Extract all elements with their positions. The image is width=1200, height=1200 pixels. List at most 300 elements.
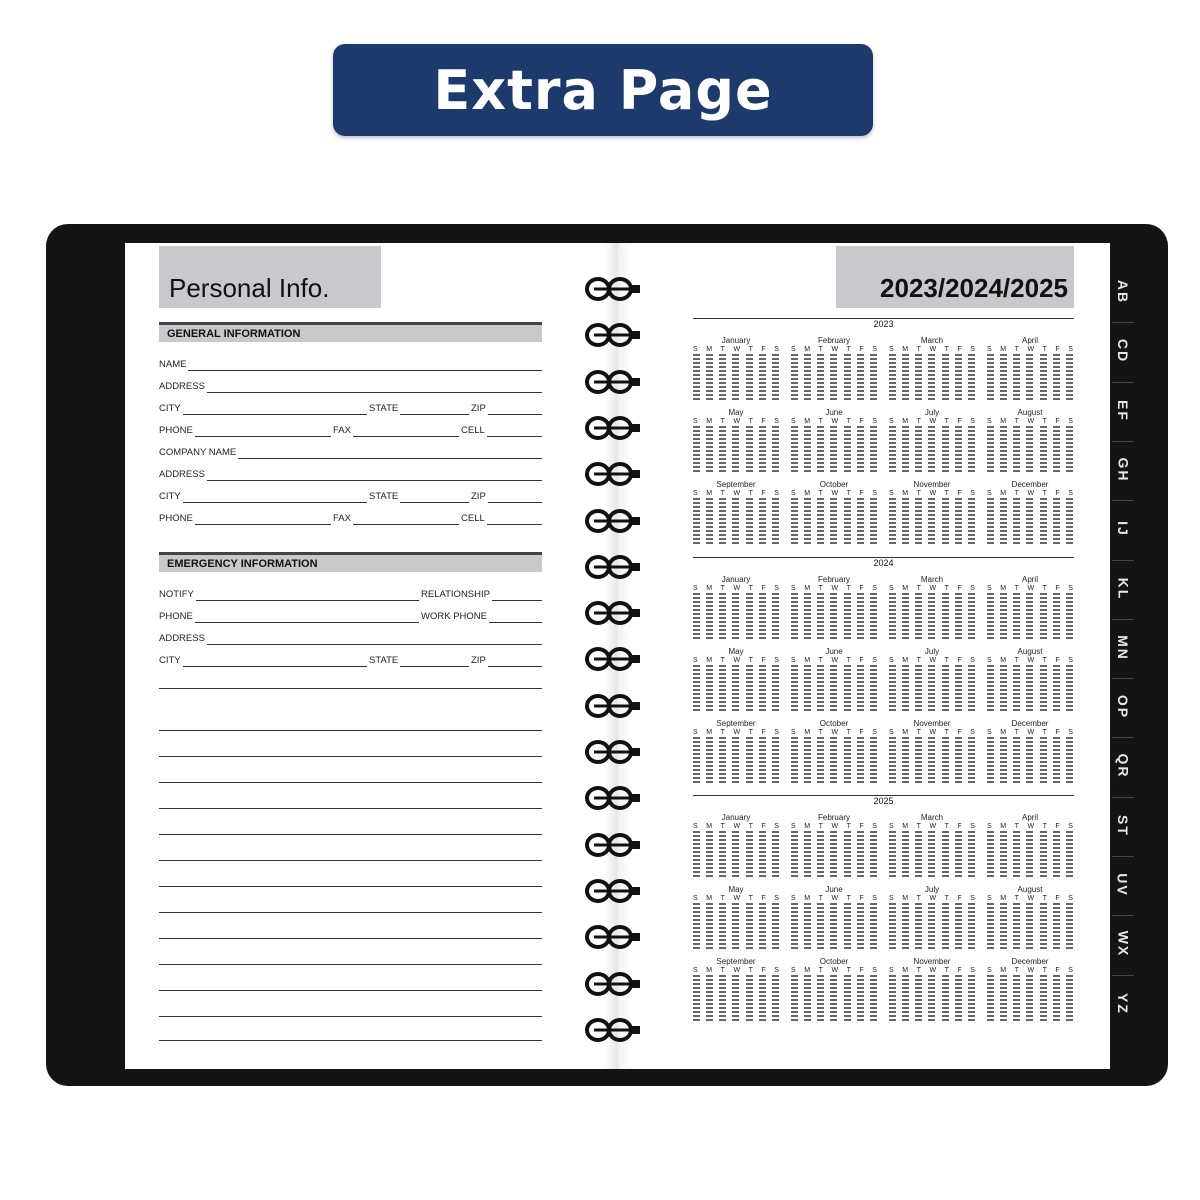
date-column [844, 665, 851, 711]
date-columns [791, 426, 877, 472]
form-field[interactable] [471, 651, 542, 667]
date-column [870, 975, 877, 1021]
calendar-month [791, 647, 877, 711]
weekday-label: F [957, 895, 962, 902]
weekday-label: M [706, 657, 713, 664]
index-tab-label: IJ [1115, 521, 1131, 538]
date-column [928, 593, 935, 639]
date-column [870, 593, 877, 639]
field-line[interactable] [489, 610, 542, 623]
date-columns [693, 593, 779, 639]
weekday-row [987, 346, 1073, 353]
weekday-label: F [761, 490, 766, 497]
index-tab-op[interactable] [1112, 683, 1134, 731]
form-field[interactable] [471, 399, 542, 415]
calendar-month [791, 575, 877, 639]
date-column [870, 903, 877, 949]
weekday-row [889, 657, 975, 664]
date-columns [693, 737, 779, 783]
date-columns [889, 665, 975, 711]
weekday-label: M [902, 490, 909, 497]
weekday-label: F [1055, 418, 1060, 425]
date-column [915, 737, 922, 783]
field-line[interactable] [487, 512, 542, 525]
weekday-label: W [733, 418, 741, 425]
weekday-label: M [902, 585, 909, 592]
calendar-month [791, 719, 877, 783]
field-line[interactable] [400, 402, 469, 415]
date-column [1053, 498, 1060, 544]
date-column [942, 498, 949, 544]
date-column [1013, 737, 1020, 783]
form-field[interactable] [333, 421, 459, 437]
date-column [987, 426, 994, 472]
field-line[interactable] [183, 490, 367, 503]
form-field[interactable] [159, 487, 367, 503]
form-field[interactable] [159, 509, 331, 525]
notes-line[interactable] [159, 886, 542, 887]
form-field[interactable] [159, 443, 542, 459]
index-tab-label: ST [1114, 814, 1131, 837]
date-column [928, 498, 935, 544]
weekday-label: W [929, 895, 937, 902]
date-columns [889, 354, 975, 400]
date-column [1040, 665, 1047, 711]
weekday-row [889, 346, 975, 353]
weekday-label: W [733, 895, 741, 902]
field-line[interactable] [207, 468, 542, 481]
weekday-row [889, 418, 975, 425]
date-column [942, 831, 949, 877]
index-tab-mn[interactable] [1112, 624, 1134, 672]
date-column [804, 498, 811, 544]
weekday-label: W [929, 585, 937, 592]
weekday-label: T [846, 823, 851, 830]
field-label: STATE [369, 403, 399, 414]
date-column [791, 737, 798, 783]
date-column [915, 831, 922, 877]
date-columns [693, 903, 779, 949]
date-column [1066, 498, 1073, 544]
weekday-label: S [693, 346, 698, 353]
weekday-label: M [804, 585, 811, 592]
form-field[interactable] [421, 607, 542, 623]
weekday-label: M [1000, 585, 1007, 592]
form-field[interactable] [369, 399, 469, 415]
date-column [955, 498, 962, 544]
index-tab-cd[interactable] [1112, 327, 1134, 375]
date-column [772, 831, 779, 877]
field-line[interactable] [488, 490, 542, 503]
weekday-label: T [748, 418, 753, 425]
weekday-label: F [859, 346, 864, 353]
date-column [942, 665, 949, 711]
field-line[interactable] [183, 654, 367, 667]
form-field[interactable] [159, 465, 542, 481]
notes-line[interactable] [159, 808, 542, 809]
notes-line[interactable] [159, 912, 542, 913]
weekday-label: S [987, 895, 992, 902]
date-column [693, 903, 700, 949]
month-name: November [913, 719, 951, 728]
weekday-label: T [1042, 490, 1047, 497]
date-column [844, 737, 851, 783]
weekday-label: M [1000, 967, 1007, 974]
weekday-label: S [693, 585, 698, 592]
date-column [1053, 737, 1060, 783]
index-tab-ab[interactable] [1112, 268, 1134, 316]
date-column [719, 593, 726, 639]
binding-ring [584, 832, 648, 858]
date-columns [693, 975, 779, 1021]
weekday-label: F [1055, 490, 1060, 497]
weekday-label: T [748, 490, 753, 497]
field-label: ADDRESS [159, 633, 205, 644]
field-line[interactable] [195, 512, 331, 525]
date-column [772, 426, 779, 472]
weekday-label: F [1055, 729, 1060, 736]
date-column [830, 665, 837, 711]
date-column [844, 498, 851, 544]
weekday-label: T [944, 418, 949, 425]
weekday-label: M [1000, 657, 1007, 664]
field-label: PHONE [159, 513, 193, 524]
index-tab-qr[interactable] [1112, 742, 1134, 790]
date-column [693, 426, 700, 472]
date-column [759, 665, 766, 711]
date-columns [987, 498, 1073, 544]
year-heading: 2025 [693, 795, 1074, 808]
banner-label: Extra Page [433, 58, 773, 122]
weekday-row [791, 967, 877, 974]
weekday-label: S [872, 967, 877, 974]
weekday-label: F [957, 585, 962, 592]
form-field[interactable] [461, 509, 542, 525]
date-column [817, 354, 824, 400]
index-tab-yz[interactable] [1112, 980, 1134, 1028]
weekday-label: S [1068, 490, 1073, 497]
index-tab-st[interactable] [1112, 802, 1134, 850]
field-line[interactable] [353, 424, 459, 437]
date-column [915, 498, 922, 544]
field-label: CELL [461, 513, 485, 524]
weekday-label: S [889, 967, 894, 974]
weekday-label: S [1068, 823, 1073, 830]
notes-line[interactable] [159, 834, 542, 835]
date-column [759, 593, 766, 639]
weekday-label: F [761, 895, 766, 902]
weekday-label: T [916, 657, 921, 664]
form-field[interactable] [159, 377, 542, 393]
form-field[interactable] [159, 629, 542, 645]
date-column [942, 426, 949, 472]
weekday-label: S [970, 418, 975, 425]
index-tab-label: CD [1115, 339, 1132, 364]
date-columns [693, 354, 779, 400]
form-field[interactable] [159, 585, 419, 601]
notes-line[interactable] [159, 782, 542, 783]
date-column [746, 426, 753, 472]
weekday-label: W [929, 490, 937, 497]
date-column [804, 975, 811, 1021]
weekday-label: S [987, 729, 992, 736]
weekday-label: S [791, 585, 796, 592]
form-field[interactable] [369, 487, 469, 503]
date-column [928, 903, 935, 949]
index-tab-wx[interactable] [1112, 920, 1134, 968]
date-column [968, 737, 975, 783]
field-label: WORK PHONE [421, 611, 487, 622]
index-tab-ef[interactable] [1112, 387, 1134, 435]
form-field[interactable] [333, 509, 459, 525]
notes-line[interactable] [159, 964, 542, 965]
weekday-label: T [944, 729, 949, 736]
date-column [857, 975, 864, 1021]
date-column [968, 903, 975, 949]
weekday-label: M [804, 490, 811, 497]
date-columns [987, 831, 1073, 877]
notes-line[interactable] [159, 1040, 542, 1041]
field-line[interactable] [183, 402, 367, 415]
weekday-label: S [693, 418, 698, 425]
date-column [987, 831, 994, 877]
notes-line[interactable] [159, 938, 542, 939]
weekday-row [693, 346, 779, 353]
weekday-label: T [846, 490, 851, 497]
notes-line[interactable] [159, 730, 542, 731]
weekday-label: M [804, 729, 811, 736]
date-column [719, 831, 726, 877]
date-column [1013, 498, 1020, 544]
date-columns [693, 831, 779, 877]
date-column [746, 831, 753, 877]
date-column [830, 593, 837, 639]
weekday-label: S [889, 657, 894, 664]
field-label: STATE [369, 491, 399, 502]
weekday-label: M [706, 585, 713, 592]
field-line[interactable] [400, 490, 469, 503]
date-column [732, 831, 739, 877]
weekday-row [791, 585, 877, 592]
field-label: FAX [333, 513, 351, 524]
date-column [1000, 975, 1007, 1021]
date-column [772, 737, 779, 783]
date-column [902, 354, 909, 400]
index-tab-kl[interactable] [1112, 565, 1134, 613]
weekday-label: S [774, 967, 779, 974]
weekday-label: F [859, 418, 864, 425]
weekday-label: T [818, 490, 823, 497]
field-line[interactable] [196, 588, 419, 601]
weekday-label: T [720, 657, 725, 664]
field-line[interactable] [487, 424, 542, 437]
weekday-label: M [902, 729, 909, 736]
weekday-label: S [987, 418, 992, 425]
calendar-month [987, 408, 1073, 472]
weekday-label: T [1042, 585, 1047, 592]
weekday-label: T [720, 895, 725, 902]
weekday-label: T [1014, 585, 1019, 592]
index-tab-label: UV [1115, 873, 1132, 897]
weekday-label: F [1055, 585, 1060, 592]
field-line[interactable] [207, 380, 542, 393]
date-column [968, 426, 975, 472]
field-line[interactable] [353, 512, 459, 525]
weekday-label: W [831, 967, 839, 974]
weekday-label: T [748, 657, 753, 664]
date-column [902, 593, 909, 639]
form-field[interactable] [159, 355, 542, 371]
field-label: COMPANY NAME [159, 447, 237, 458]
month-name: December [1011, 957, 1049, 966]
weekday-row [693, 418, 779, 425]
form-field[interactable] [369, 651, 469, 667]
date-column [987, 737, 994, 783]
month-name: June [825, 647, 843, 656]
index-tab-divider [1112, 441, 1134, 442]
date-column [1066, 354, 1073, 400]
weekday-label: T [916, 490, 921, 497]
index-tab-gh[interactable] [1112, 446, 1134, 494]
weekday-label: S [872, 490, 877, 497]
field-line[interactable] [195, 424, 331, 437]
weekday-label: M [706, 729, 713, 736]
form-field[interactable] [421, 585, 542, 601]
notes-line[interactable] [159, 756, 542, 757]
weekday-label: S [1068, 729, 1073, 736]
field-label: NOTIFY [159, 589, 194, 600]
date-column [817, 737, 824, 783]
weekday-label: S [889, 895, 894, 902]
date-column [817, 665, 824, 711]
date-column [857, 665, 864, 711]
date-column [902, 975, 909, 1021]
weekday-row [693, 490, 779, 497]
extra-page-banner [333, 44, 873, 136]
date-column [732, 975, 739, 1021]
date-column [804, 831, 811, 877]
index-tab-uv[interactable] [1112, 861, 1134, 909]
notes-line[interactable] [159, 860, 542, 861]
calendar-month [889, 408, 975, 472]
month-name: February [817, 336, 850, 345]
field-line[interactable] [188, 358, 542, 371]
month-name: July [924, 408, 940, 417]
weekday-label: F [1055, 895, 1060, 902]
weekday-label: T [944, 967, 949, 974]
date-column [968, 665, 975, 711]
index-tab-ij[interactable] [1112, 505, 1134, 553]
calendar-month [889, 647, 975, 711]
date-column [1013, 593, 1020, 639]
field-line[interactable] [195, 610, 419, 623]
weekday-label: T [748, 585, 753, 592]
date-column [889, 737, 896, 783]
weekday-label: M [804, 823, 811, 830]
weekday-label: S [791, 967, 796, 974]
weekday-label: S [987, 490, 992, 497]
binding-ring [584, 322, 648, 348]
field-label: ADDRESS [159, 469, 205, 480]
field-line[interactable] [488, 654, 542, 667]
date-column [987, 498, 994, 544]
weekday-label: F [859, 895, 864, 902]
form-field[interactable] [471, 487, 542, 503]
month-name: August [1017, 408, 1043, 417]
date-column [844, 831, 851, 877]
calendar-month [693, 480, 779, 544]
date-column [1040, 831, 1047, 877]
date-column [968, 975, 975, 1021]
field-label: ZIP [471, 403, 486, 414]
form-field[interactable] [159, 399, 367, 415]
date-columns [987, 975, 1073, 1021]
weekday-row [791, 418, 877, 425]
notes-line[interactable] [159, 990, 542, 991]
weekday-label: T [944, 895, 949, 902]
weekday-label: T [1014, 823, 1019, 830]
form-field[interactable] [159, 607, 419, 623]
calendar-month [693, 408, 779, 472]
weekday-row [889, 585, 975, 592]
date-column [706, 903, 713, 949]
date-column [804, 665, 811, 711]
date-column [817, 975, 824, 1021]
field-line[interactable] [207, 632, 542, 645]
date-column [706, 426, 713, 472]
form-field[interactable] [159, 651, 367, 667]
date-column [1000, 737, 1007, 783]
weekday-label: S [693, 823, 698, 830]
calendar-month [987, 336, 1073, 400]
notes-line[interactable] [159, 688, 542, 689]
weekday-label: M [804, 967, 811, 974]
weekday-label: W [929, 823, 937, 830]
weekday-label: T [818, 585, 823, 592]
date-column [693, 665, 700, 711]
date-column [706, 354, 713, 400]
weekday-label: F [1055, 346, 1060, 353]
field-line[interactable] [492, 588, 542, 601]
calendar-month [889, 885, 975, 949]
field-line[interactable] [238, 446, 542, 459]
weekday-label: S [1068, 346, 1073, 353]
date-column [759, 498, 766, 544]
notes-line[interactable] [159, 1016, 542, 1017]
date-column [844, 593, 851, 639]
index-tab-divider [1112, 619, 1134, 620]
date-column [955, 737, 962, 783]
date-column [870, 665, 877, 711]
weekday-label: T [720, 346, 725, 353]
form-field[interactable] [159, 421, 331, 437]
field-line[interactable] [400, 654, 469, 667]
date-columns [791, 665, 877, 711]
date-column [719, 665, 726, 711]
field-line[interactable] [488, 402, 542, 415]
date-column [746, 737, 753, 783]
calendar-month [987, 719, 1073, 783]
date-column [1013, 665, 1020, 711]
date-column [870, 354, 877, 400]
weekday-label: F [761, 585, 766, 592]
weekday-label: W [929, 657, 937, 664]
weekday-label: T [944, 657, 949, 664]
form-field[interactable] [461, 421, 542, 437]
weekday-label: S [889, 823, 894, 830]
date-column [1040, 903, 1047, 949]
weekday-label: S [889, 490, 894, 497]
